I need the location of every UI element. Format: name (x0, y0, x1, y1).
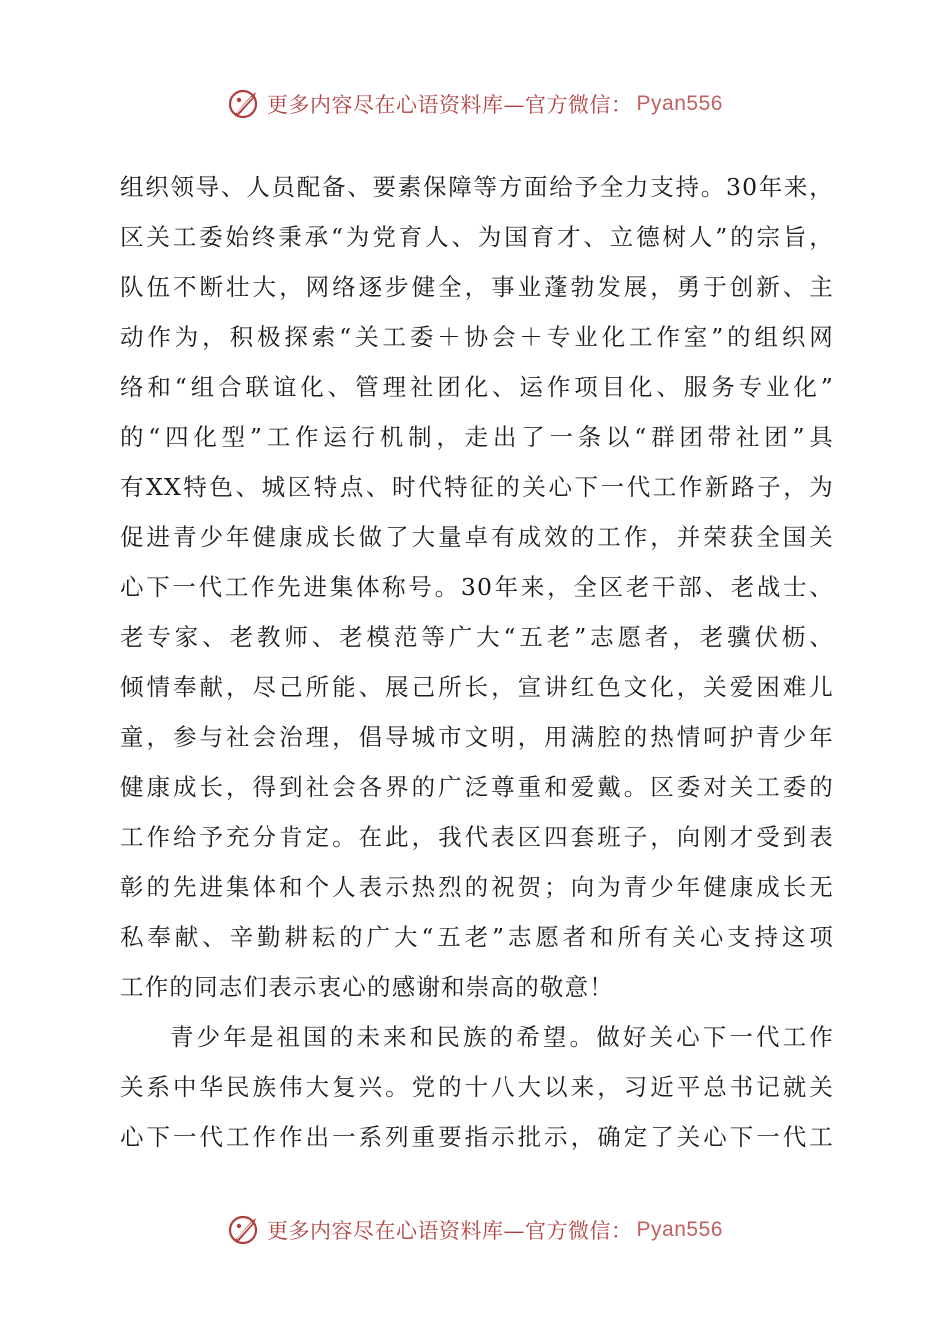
text-line: 络和“组合联谊化、管理社团化、运作项目化、服务专业化” (120, 373, 834, 401)
text-line: 组织领导、人员配备、要素保障等方面给予全力支持。30年来， (120, 173, 834, 201)
text-line: 心下一代工作先进集体称号。30年来，全区老干部、老战士、 (120, 573, 834, 601)
text-line: 彰的先进集体和个人表示热烈的祝贺；向为青少年健康成长无 (120, 873, 834, 901)
text-line: 关系中华民族伟大复兴。党的十八大以来，习近平总书记就关 (120, 1073, 834, 1101)
footer-banner-id: Pyan556 (636, 1218, 723, 1241)
header-banner (0, 84, 950, 124)
text-line-paragraph-start: 青少年是祖国的未来和民族的希望。做好关心下一代工作 (170, 1023, 834, 1051)
text-line: 心下一代工作作出一系列重要指示批示，确定了关心下一代工 (120, 1123, 834, 1151)
text-line: 有XX特色、城区特点、时代特征的关心下一代工作新路子，为 (120, 473, 834, 501)
pen-nib-logo-icon (227, 86, 263, 122)
header-banner-text: 更多内容尽在心语资料库—官方微信： (267, 93, 633, 117)
footer-banner-text: 更多内容尽在心语资料库—官方微信： (267, 1219, 633, 1243)
text-line: 的“四化型”工作运行机制，走出了一条以“群团带社团”具 (120, 423, 834, 451)
header-banner-id: Pyan556 (636, 92, 723, 115)
text-line: 动作为，积极探索“关工委＋协会＋专业化工作室”的组织网 (120, 323, 834, 351)
text-line-paragraph-end: 工作的同志们表示衷心的感谢和崇高的敬意！ (120, 973, 614, 1001)
text-line: 私奉献、辛勤耕耘的广大“五老”志愿者和所有关心支持这项 (120, 923, 834, 951)
text-line: 健康成长，得到社会各界的广泛尊重和爱戴。区委对关工委的 (120, 773, 834, 801)
document-body (120, 162, 834, 1162)
text-line: 倾情奉献，尽己所能、展己所长，宣讲红色文化，关爱困难儿 (120, 673, 834, 701)
text-line: 童，参与社会治理，倡导城市文明，用满腔的热情呵护青少年 (120, 723, 834, 751)
pen-nib-logo-icon (227, 1212, 263, 1248)
text-line: 促进青少年健康成长做了大量卓有成效的工作，并荣获全国关 (120, 523, 834, 551)
text-line: 工作给予充分肯定。在此，我代表区四套班子，向刚才受到表 (120, 823, 834, 851)
text-line: 老专家、老教师、老模范等广大“五老”志愿者，老骥伏枥、 (120, 623, 834, 651)
text-line: 区关工委始终秉承“为党育人、为国育才、立德树人”的宗旨， (120, 223, 834, 251)
footer-banner (0, 1210, 950, 1250)
text-line: 队伍不断壮大，网络逐步健全，事业蓬勃发展，勇于创新、主 (120, 273, 834, 301)
